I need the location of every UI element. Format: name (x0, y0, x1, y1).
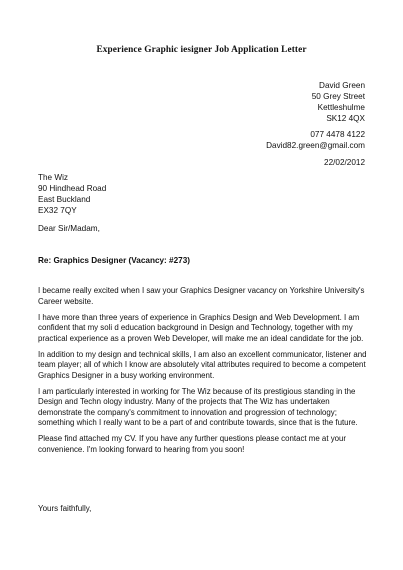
body-paragraph: In addition to my design and technical skills, I am also an excellent communicator, listener and team player; all of which I know are absolutely vital attributes required to become a competent Graphics Designer in a busy working environment. (38, 349, 367, 380)
sender-address-block (266, 80, 365, 168)
sender-phone: 077 4478 4122 (310, 130, 365, 139)
body-paragraph: I became really excited when I saw your Graphics Designer vacancy on Yorkshire University's Career website. (38, 286, 365, 306)
recipient-street: 90 Hindhead Road (38, 184, 107, 193)
salutation: Dear Sir/Madam, (38, 224, 100, 233)
recipient-name: The Wiz (38, 173, 69, 182)
recipient-town: East Buckland (38, 195, 91, 204)
closing-line: Yours faithfully, (38, 504, 92, 513)
body-paragraph: I have more than three years of experience in Graphics Design and Web Development. I am confident that my soli d education background in Design and Technology, together with my practical experience as a proven Web Developer, will make me an ideal candidate for the job. (38, 312, 364, 343)
document-title: Experience Graphic iesigner Job Application Letter (96, 45, 307, 55)
sender-name: David Green (319, 81, 365, 90)
sender-town: Kettleshulme (317, 103, 365, 112)
reference-line: Re: Graphics Designer (Vacancy: #273) (38, 256, 190, 265)
sender-street: 50 Grey Street (311, 92, 365, 101)
letter-date: 22/02/2012 (324, 158, 365, 167)
body-paragraph: Please find attached my CV. If you have any further questions please contact me at your convenience. I'm looking forward to hearing from you soon! (38, 434, 347, 454)
recipient-postcode: EX32 7QY (38, 206, 77, 215)
sender-email: David82.green@gmail.com (266, 141, 365, 150)
sender-postcode: SK12 4QX (326, 114, 365, 123)
letter-body (38, 286, 373, 461)
recipient-address-block (38, 172, 106, 216)
body-paragraph: I am particularly interested in working for The Wiz because of its prestigious standing in the Design and Techn ology industry. Many of the projects that The Wiz has undertaken demonstrate the company's commitment to innovation and progression of technology; something which I really want to be a part of and contribute towards, since that is the future. (38, 386, 358, 427)
